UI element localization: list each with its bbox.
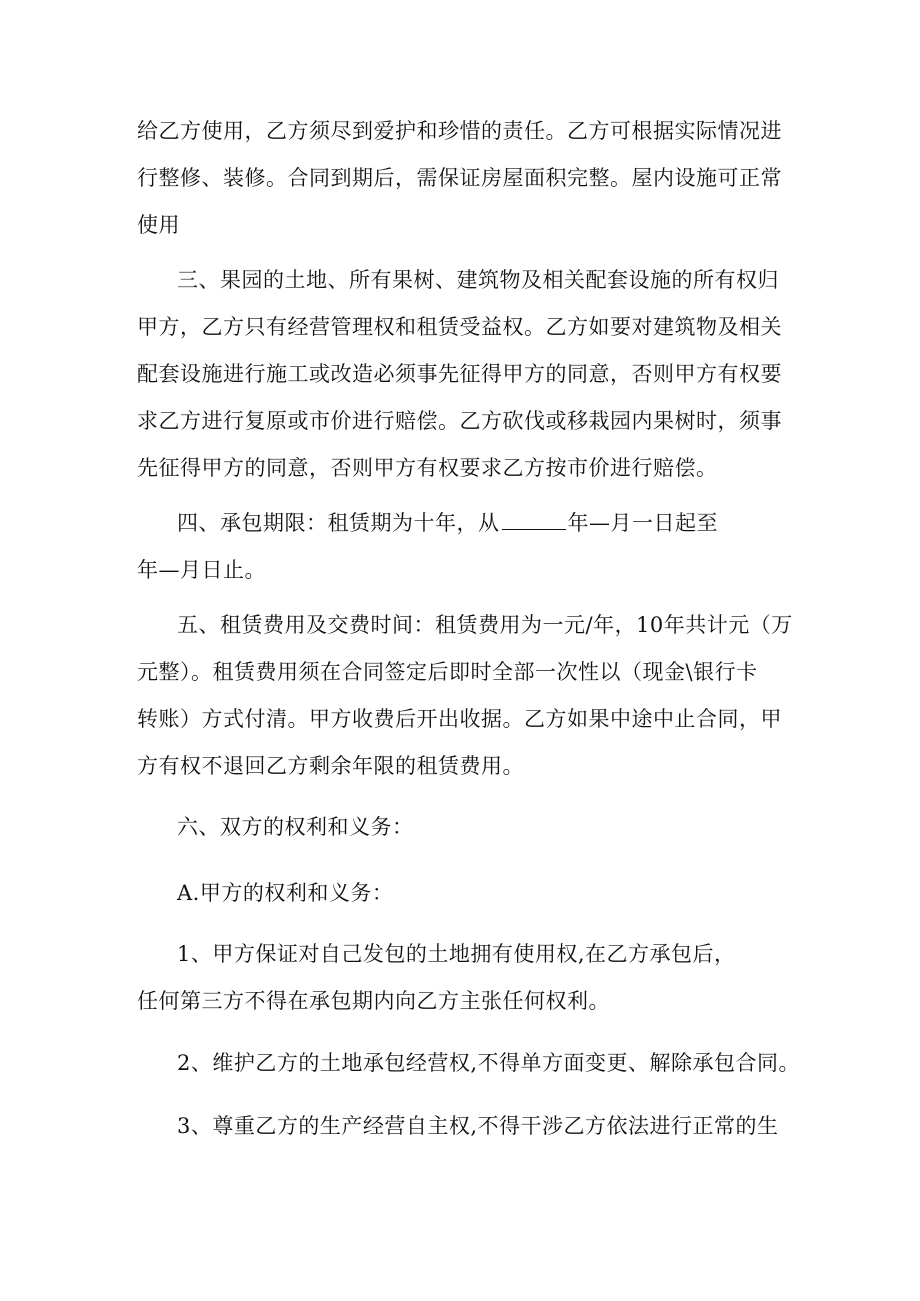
- text-line: 3、尊重乙方的生产经营自主权,不得干涉乙方依法进行正常的生: [177, 1114, 779, 1138]
- text-line: 年—月日止。: [137, 558, 266, 582]
- text-line: 2、维护乙方的土地承包经营权,不得单方面变更、解除承包合同。: [177, 1051, 801, 1075]
- text-line: 三、果园的土地、所有果树、建筑物及相关配套设施的所有权归: [177, 268, 779, 292]
- section-heading: 六、双方的权利和义务：: [177, 815, 414, 839]
- text-line: 先征得甲方的同意，否则甲方有权要求乙方按市价进行赔偿。: [137, 456, 718, 480]
- text-line: 五、租赁费用及交费时间：租赁费用为一元/年，10年共计元（万: [177, 613, 793, 637]
- text-line: 元整）。租赁费用须在合同签定后即时全部一次性以（现金\银行卡: [137, 660, 758, 684]
- section-heading: A.甲方的权利和义务：: [177, 881, 394, 905]
- text-line: 转账）方式付清。甲方收费后开出收据。乙方如果中途中止合同，甲: [137, 707, 782, 731]
- lease-start-text: 年—月一日起至: [567, 511, 718, 535]
- text-line: 行整修、装修。合同到期后，需保证房屋面积完整。屋内设施可正常: [137, 166, 782, 190]
- text-line: 使用: [137, 213, 180, 237]
- text-line: 方有权不退回乙方剩余年限的租赁费用。: [137, 754, 524, 778]
- text-line: [177, 508, 718, 538]
- text-line: 1、甲方保证对自己发包的土地拥有使用权,在乙方承包后，: [177, 942, 736, 966]
- lease-term-text: 四、承包期限：租赁期为十年，从: [177, 511, 500, 535]
- text-line: 配套设施进行施工或改造必须事先征得甲方的同意，否则甲方有权要: [137, 362, 782, 386]
- text-line: 任何第三方不得在承包期内向乙方主张任何权利。: [137, 989, 610, 1013]
- text-line: 甲方，乙方只有经营管理权和租赁受益权。乙方如要对建筑物及相关: [137, 315, 782, 339]
- blank-underline: [502, 511, 566, 530]
- text-line: 求乙方进行复原或市价进行赔偿。乙方砍伐或移栽园内果树时，须事: [137, 409, 782, 433]
- text-line: 给乙方使用，乙方须尽到爱护和珍惜的责任。乙方可根据实际情况进: [137, 119, 782, 143]
